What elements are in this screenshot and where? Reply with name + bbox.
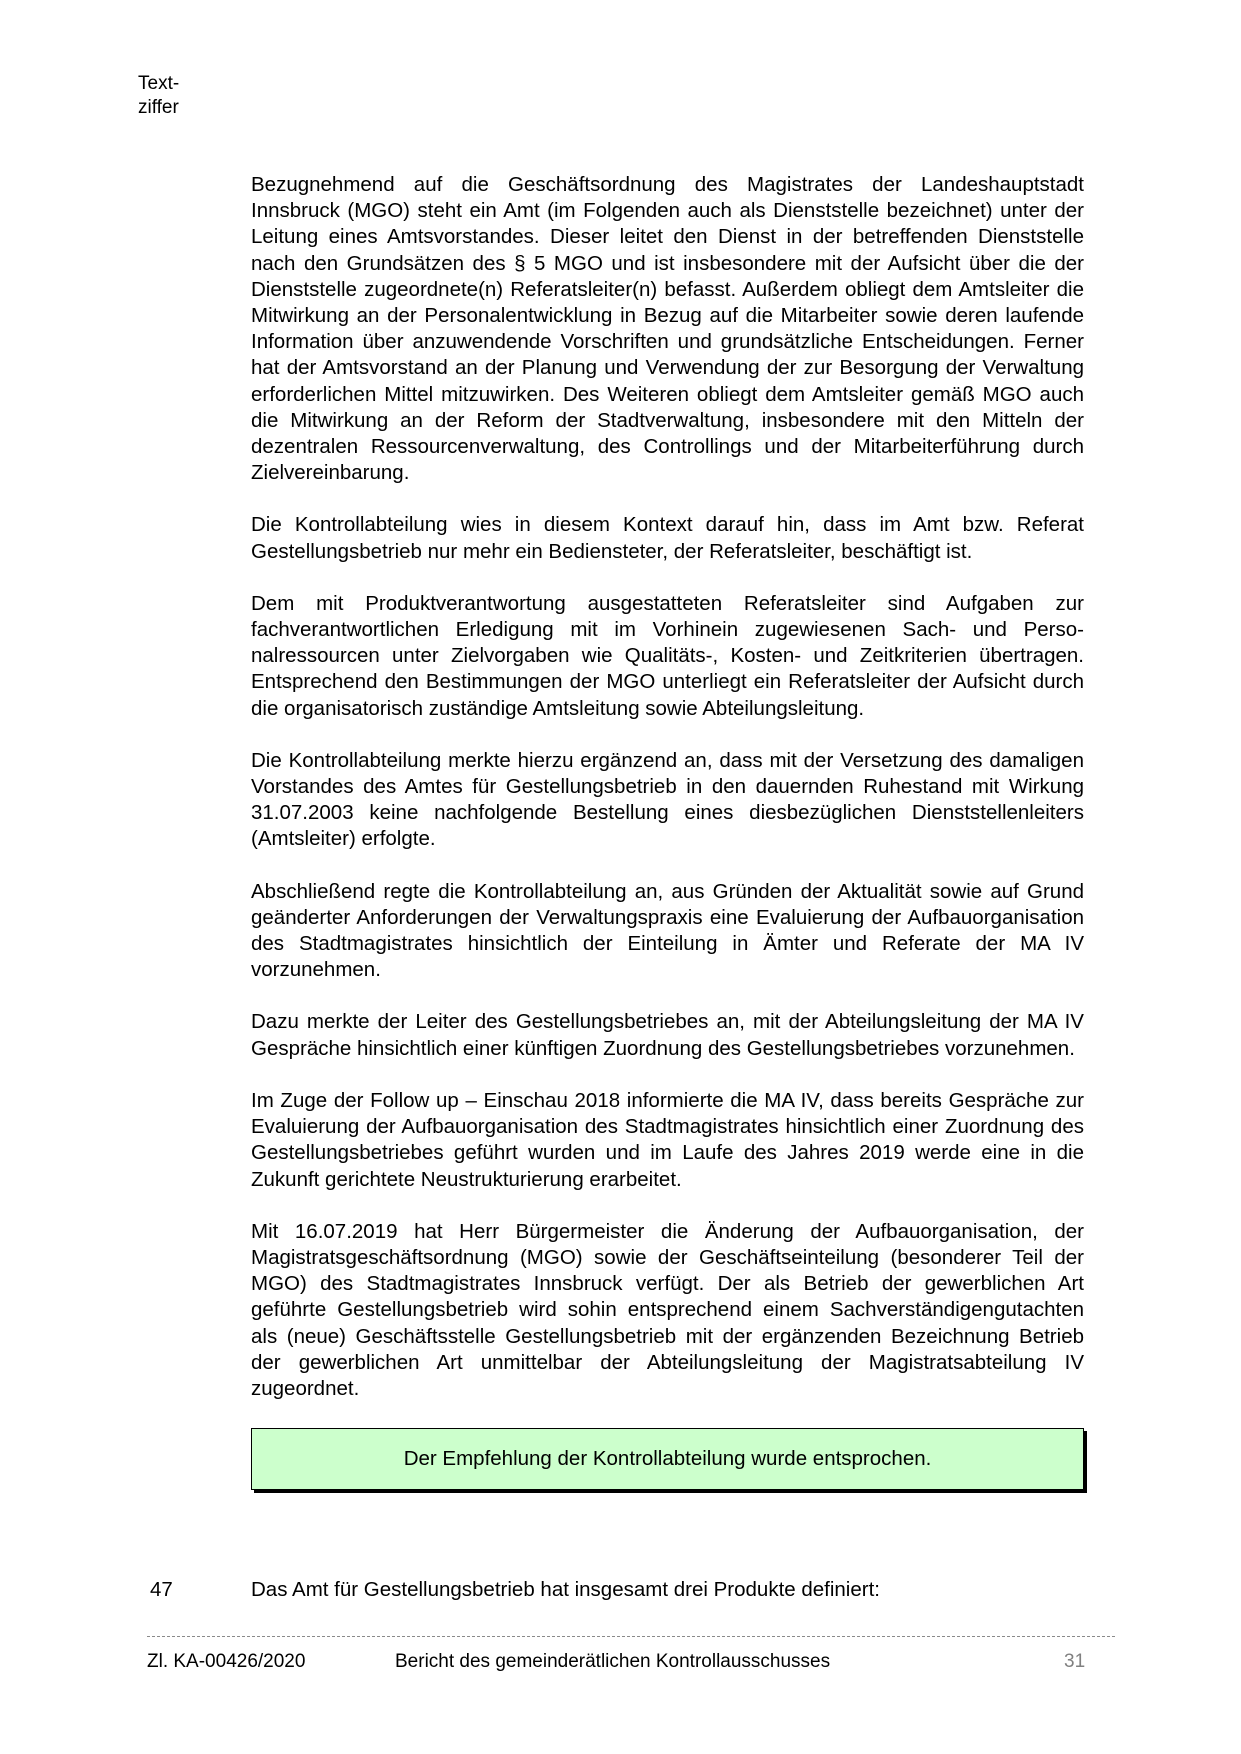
textziffer-text: Das Amt für Gestellungsbetrieb hat insgesamt drei Produkte definiert: (251, 1578, 880, 1601)
paragraph-referatsleiter: Dem mit Produktverantwortung ausgestatteten Referatsleiter sind Aufgaben zur fachverantwortlichen Erledigung mit im Vorhinein zugewiesenen Sach- und Personalressourcen unter Zielvorgaben wie Qualitäts-, Kosten- und Zeitkriterien übertragen. Entsprechend den Bestimmungen der MGO unterliegt ein Referatsleiter der Aufsicht durch die organisatorisch zuständige Amtsleitung sowie Abteilungsleitung. (251, 591, 1084, 720)
paragraph-one-employee: Die Kontrollabteilung wies in diesem Kontext darauf hin, dass im Amt bzw. Referat Gestellungsbetrieb nur mehr ein Bediensteter, der Referatsleiter, beschäftigt ist. (251, 513, 1084, 563)
textziffer-number: 47 (150, 1578, 173, 1601)
paragraph-reorganisation-2019: Mit 16.07.2019 hat Herr Bürgermeister die Änderung der Aufbauorganisation, der Magistratsgeschäftsordnung (MGO) sowie der Geschäftseinteilung (besonderer Teil der MGO) des Stadtmagistrates Innsbruck verfügt. Der als Betrieb der gewerblichen Art geführte Gestellungsbetrieb wird sohin entsprechend einem Sachverständigengutachten als (neue) Geschäftsstelle Gestellungsbetrieb mit der ergänzenden Bezeichnung Betrieb der gewerblichen Art unmittelbar der Abteilungsleitung der Magistratsabteilung IV zugeordnet. (251, 1219, 1084, 1400)
footer-title: Bericht des gemeinderätlichen Kontrollausschusses (395, 1651, 831, 1672)
recommendation-status-box (251, 1428, 1084, 1490)
main-content (251, 172, 1084, 1490)
footer-reference: Zl. KA-00426/2020 (147, 1651, 306, 1672)
footer-divider (147, 1636, 1115, 1637)
paragraph-statement: Dazu merkte der Leiter des Gestellungsbetriebes an, mit der Abteilungsleitung der MA IV Gespräche hinsichtlich einer künftigen Zuordnung des Gestellungsbetriebes vorzunehmen. (251, 1010, 1084, 1060)
page-number: 31 (1064, 1651, 1086, 1672)
paragraph-amt-definition: Bezugnehmend auf die Geschäftsordnung des Magistrates der Landeshauptstadt Innsbruck (MGO) steht ein Amt (im Folgenden auch als Dienststelle bezeichnet) unter der Leitung eines Amtsvorstandes. Dieser leitet den Dienst in der betreffenden Dienststelle nach den Grundsätzen des § 5 MGO und ist insbesondere mit der Aufsicht über die der Dienststelle zugeordnete(n) Referatsleiter(n) befasst. Außerdem obliegt dem Amtsleiter die Mitwirkung an der Personalentwicklung in Bezug auf die Mitarbeiter sowie deren laufende Information über anzuwendende Vorschriften und grundsätzliche Entscheidungen. Ferner hat der Amtsvorstand an der Planung und Verwendung der zur Besorgung der Verwaltung erforderlichen Mittel mitzuwirken. Des Weiteren obliegt dem Amtsleiter gemäß MGO auch die Mitwirkung an der Reform der Stadtverwaltung, insbesondere mit den Mitteln der dezentralen Ressourcenverwaltung, des Controllings und der Mitarbeiterführung durch Zielvereinbarung. (251, 173, 1084, 485)
paragraph-recommendation: Abschließend regte die Kontrollabteilung an, aus Gründen der Aktualität sowie auf Grund geänderter Anforderungen der Verwaltungspraxis eine Evaluierung der Aufbauorganisation des Stadtmagistrates hinsichtlich der Einteilung in Ämter und Referate der MA IV vorzunehmen. (251, 879, 1084, 982)
paragraph-follow-up-2018: Im Zuge der Follow up – Einschau 2018 informierte die MA IV, dass bereits Gespräche zur Evaluierung der Aufbauorganisation des Stadtmagistrates hinsichtlich einer Zuordnung des Gestellungsbetriebes geführt wurden und im Laufe des Jahres 2019 werde eine in die Zukunft gerichtete Neustrukturierung erarbeitet. (251, 1088, 1084, 1191)
margin-label-line-1: Text- (138, 73, 180, 94)
recommendation-status-text: Der Empfehlung der Kontrollabteilung wurde entsprochen. (403, 1447, 932, 1471)
margin-label-line-2: ziffer (138, 97, 179, 118)
paragraph-no-successor: Die Kontrollabteilung merkte hierzu ergänzend an, dass mit der Versetzung des damaligen Vorstandes des Amtes für Gestellungsbetrieb in den dauernden Ruhestand mit Wirkung 31.07.2003 keine nachfolgende Bestellung eines diesbezüglichen Dienststellenleiters (Amtsleiter) erfolgte. (251, 748, 1084, 851)
margin-label-textziffer (138, 72, 179, 120)
